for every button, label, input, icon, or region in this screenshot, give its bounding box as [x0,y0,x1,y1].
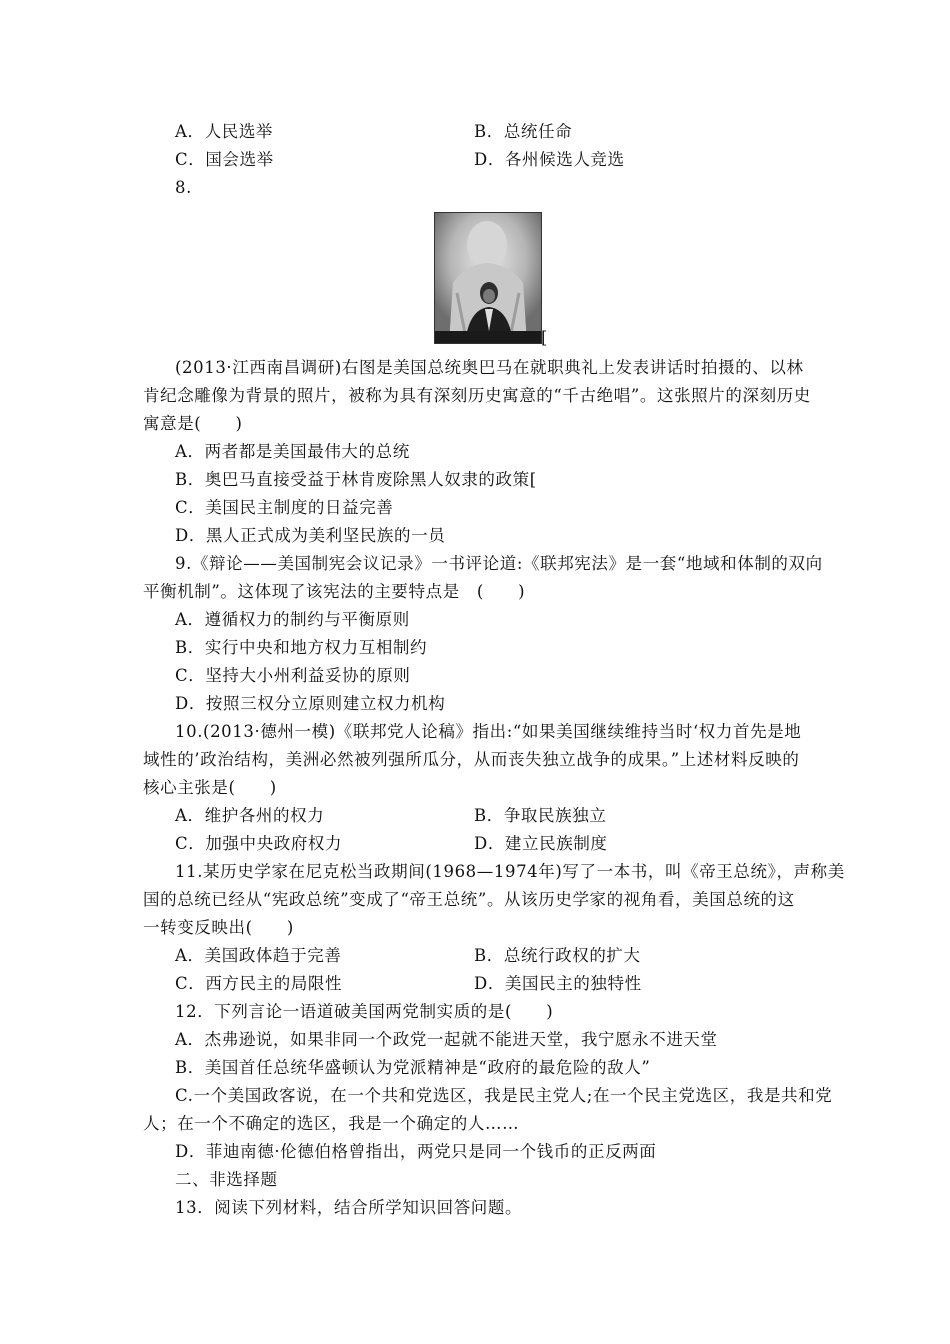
q10-option-d: D．建立民族制度 [474,834,608,853]
obama-lincoln-photo [434,212,542,344]
q8-option-c: C．美国民主制度的日益完善 [175,498,394,517]
q12-option-c-line2: 人；在一个不确定的选区，我是一个确定的人…… [143,1114,520,1133]
q10-option-c: C．加强中央政府权力 [175,834,343,853]
q10-stem-line3: 核心主张是( ) [143,778,277,797]
q7-option-d: D．各州候选人竞选 [474,150,625,169]
q8-option-a: A．两者都是美国最伟大的总统 [175,442,410,461]
q7-option-c: C．国会选举 [175,150,274,169]
q11-option-b: B．总统行政权的扩大 [474,946,641,965]
q7-option-a: A．人民选举 [175,122,274,141]
q11-stem-line1: 11.某历史学家在尼克松当政期间(1968—1974年)写了一本书，叫《帝王总统》，声称美 [175,862,845,881]
q12-option-b: B．美国首任总统华盛顿认为党派精神是“政府的最危险的敌人” [175,1058,651,1077]
q11-option-c: C．西方民主的局限性 [175,974,343,993]
q9-stem-line2: 平衡机制”。这体现了该宪法的主要特点是 ( ) [143,582,526,601]
q9-option-b: B．实行中央和地方权力互相制约 [175,638,428,657]
section-title: 二、非选择题 [175,1170,278,1189]
photo-bracket: [ [541,328,548,347]
q12-option-c-line1: C.一个美国政客说，在一个共和党选区，我是民主党人;在一个民主党选区，我是共和党 [175,1086,833,1105]
q13-stem: 13．阅读下列材料，结合所学知识回答问题。 [175,1198,523,1217]
q10-stem-line2: 域性的’政治结构，美洲必然被列强所瓜分，从而丧失独立战争的成果。”上述材料反映的 [143,750,800,769]
q12-stem: 12．下列言论一语道破美国两党制实质的是( ) [175,1002,554,1021]
q11-stem-line3: 一转变反映出( ) [143,918,294,937]
q8-stem-line2: 肯纪念雕像为背景的照片，被称为具有深刻历史寓意的“千古绝唱”。这张照片的深刻历史 [143,386,811,405]
q12-option-d: D．菲迪南德·伦德伯格曾指出，两党只是同一个钱币的正反两面 [175,1142,657,1161]
q9-option-d: D．按照三权分立原则建立权力机构 [175,694,446,713]
q11-option-d: D．美国民主的独特性 [474,974,642,993]
q9-option-c: C．坚持大小州利益妥协的原则 [175,666,411,685]
q8-stem-line3: 寓意是( ) [143,414,243,433]
q7-option-b: B．总统任命 [474,122,573,141]
q12-option-a: A．杰弗逊说，如果非同一个政党一起就不能进天堂，我宁愿永不进天堂 [175,1030,718,1049]
q9-option-a: A．遵循权力的制约与平衡原则 [175,610,410,629]
q10-option-a: A．维护各州的权力 [175,806,325,825]
q10-stem-line1: 10.(2013·德州一模)《联邦党人论稿》指出:“如果美国继续维持当时‘权力首先是地 [175,722,802,741]
q10-option-b: B．争取民族独立 [474,806,607,825]
q9-stem-line1: 9.《辩论——美国制宪会议记录》一书评论道:《联邦宪法》是一套“地域和体制的双向 [175,554,823,573]
photo-illustration [435,213,541,343]
q8-stem-line1: (2013·江西南昌调研)右图是美国总统奥巴马在就职典礼上发表讲话时拍摄的、以林 [175,358,804,377]
q8-option-d: D．黑人正式成为美利坚民族的一员 [175,526,446,545]
q8-number: 8. [175,178,192,197]
q8-option-b: B．奥巴马直接受益于林肯废除黑人奴隶的政策[ [175,470,537,489]
q11-stem-line2: 国的总统已经从“宪政总统”变成了“帝王总统”。从该历史学家的视角看，美国总统的这 [143,890,795,909]
q11-option-a: A．美国政体趋于完善 [175,946,342,965]
